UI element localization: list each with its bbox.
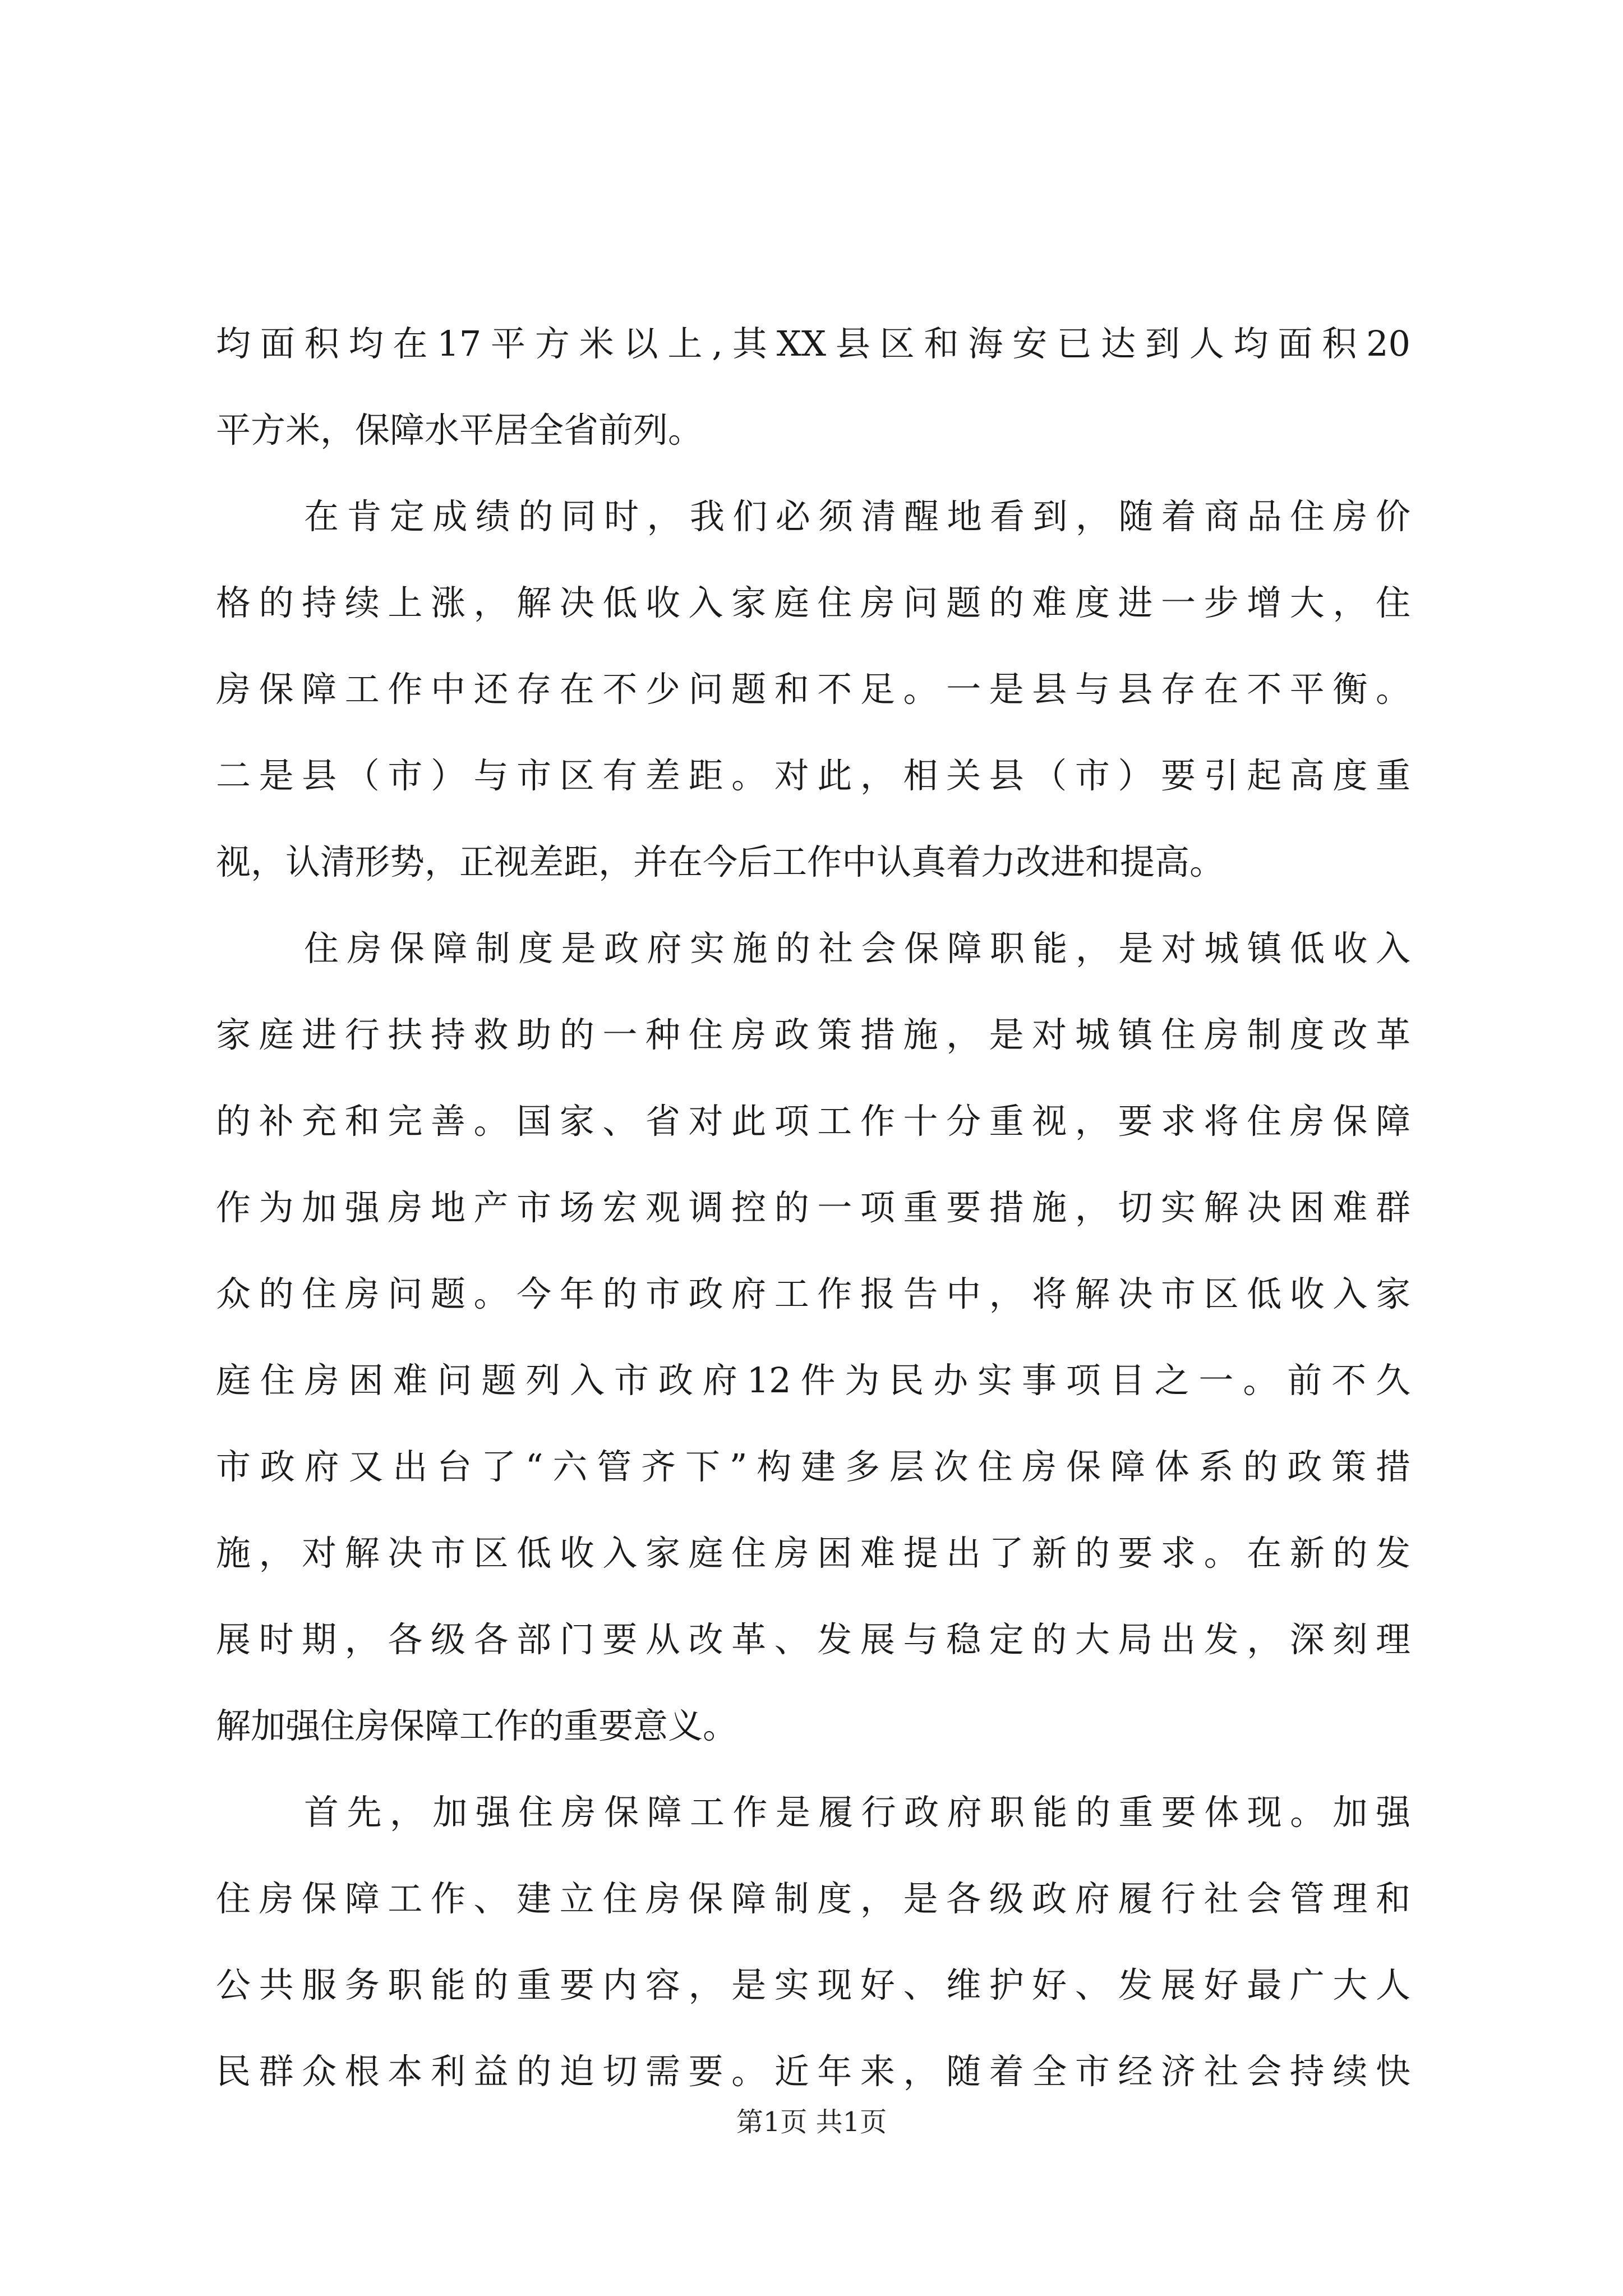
text-line: 展时期，各级各部门要从改革、发展与稳定的大局出发，深刻理 bbox=[216, 1619, 1410, 1660]
text-line: 二是县（市）与市区有差距。对此，相关县（市）要引起高度重 bbox=[216, 755, 1410, 796]
text-line: 首先，加强住房保障工作是履行政府职能的重要体现。加强 bbox=[304, 1792, 1410, 1833]
text-line: 住房保障工作、建立住房保障制度，是各级政府履行社会管理和 bbox=[216, 1878, 1410, 1919]
text-line: 平方米，保障水平居全省前列。 bbox=[216, 409, 703, 450]
text-line: 房保障工作中还存在不少问题和不足。一是县与县存在不平衡。 bbox=[216, 669, 1410, 710]
text-line: 庭住房困难问题列入市政府12件为民办实事项目之一。前不久 bbox=[216, 1360, 1410, 1401]
text-line: 住房保障制度是政府实施的社会保障职能，是对城镇低收入 bbox=[304, 928, 1410, 969]
text-line: 民群众根本利益的迫切需要。近年来，随着全市经济社会持续快 bbox=[216, 2051, 1410, 2092]
text-line: 解加强住房保障工作的重要意义。 bbox=[216, 1705, 738, 1746]
text-line: 的补充和完善。国家、省对此项工作十分重视，要求将住房保障 bbox=[216, 1101, 1410, 1142]
text-line: 市政府又出台了“六管齐下”构建多层次住房保障体系的政策措 bbox=[216, 1446, 1410, 1487]
text-line: 家庭进行扶持救助的一种住房政策措施，是对城镇住房制度改革 bbox=[216, 1014, 1410, 1055]
page-footer: 第1页 共1页 bbox=[736, 2106, 887, 2138]
text-line: 公共服务职能的重要内容，是实现好、维护好、发展好最广大人 bbox=[216, 1964, 1410, 2005]
text-line: 众的住房问题。今年的市政府工作报告中，将解决市区低收入家 bbox=[216, 1273, 1410, 1314]
text-line: 施，对解决市区低收入家庭住房困难提出了新的要求。在新的发 bbox=[216, 1533, 1410, 1573]
text-line: 在肯定成绩的同时，我们必须清醒地看到，随着商品住房价 bbox=[304, 496, 1410, 537]
text-line: 视，认清形势，正视差距，并在今后工作中认真着力改进和提高。 bbox=[216, 841, 1225, 882]
text-line: 格的持续上涨，解决低收入家庭住房问题的难度进一步增大，住 bbox=[216, 582, 1410, 623]
text-line: 均面积均在17平方米以上,其XX县区和海安已达到人均面积20 bbox=[216, 323, 1410, 364]
document-body bbox=[216, 301, 1410, 2115]
text-line: 作为加强房地产市场宏观调控的一项重要措施，切实解决困难群 bbox=[216, 1187, 1410, 1228]
